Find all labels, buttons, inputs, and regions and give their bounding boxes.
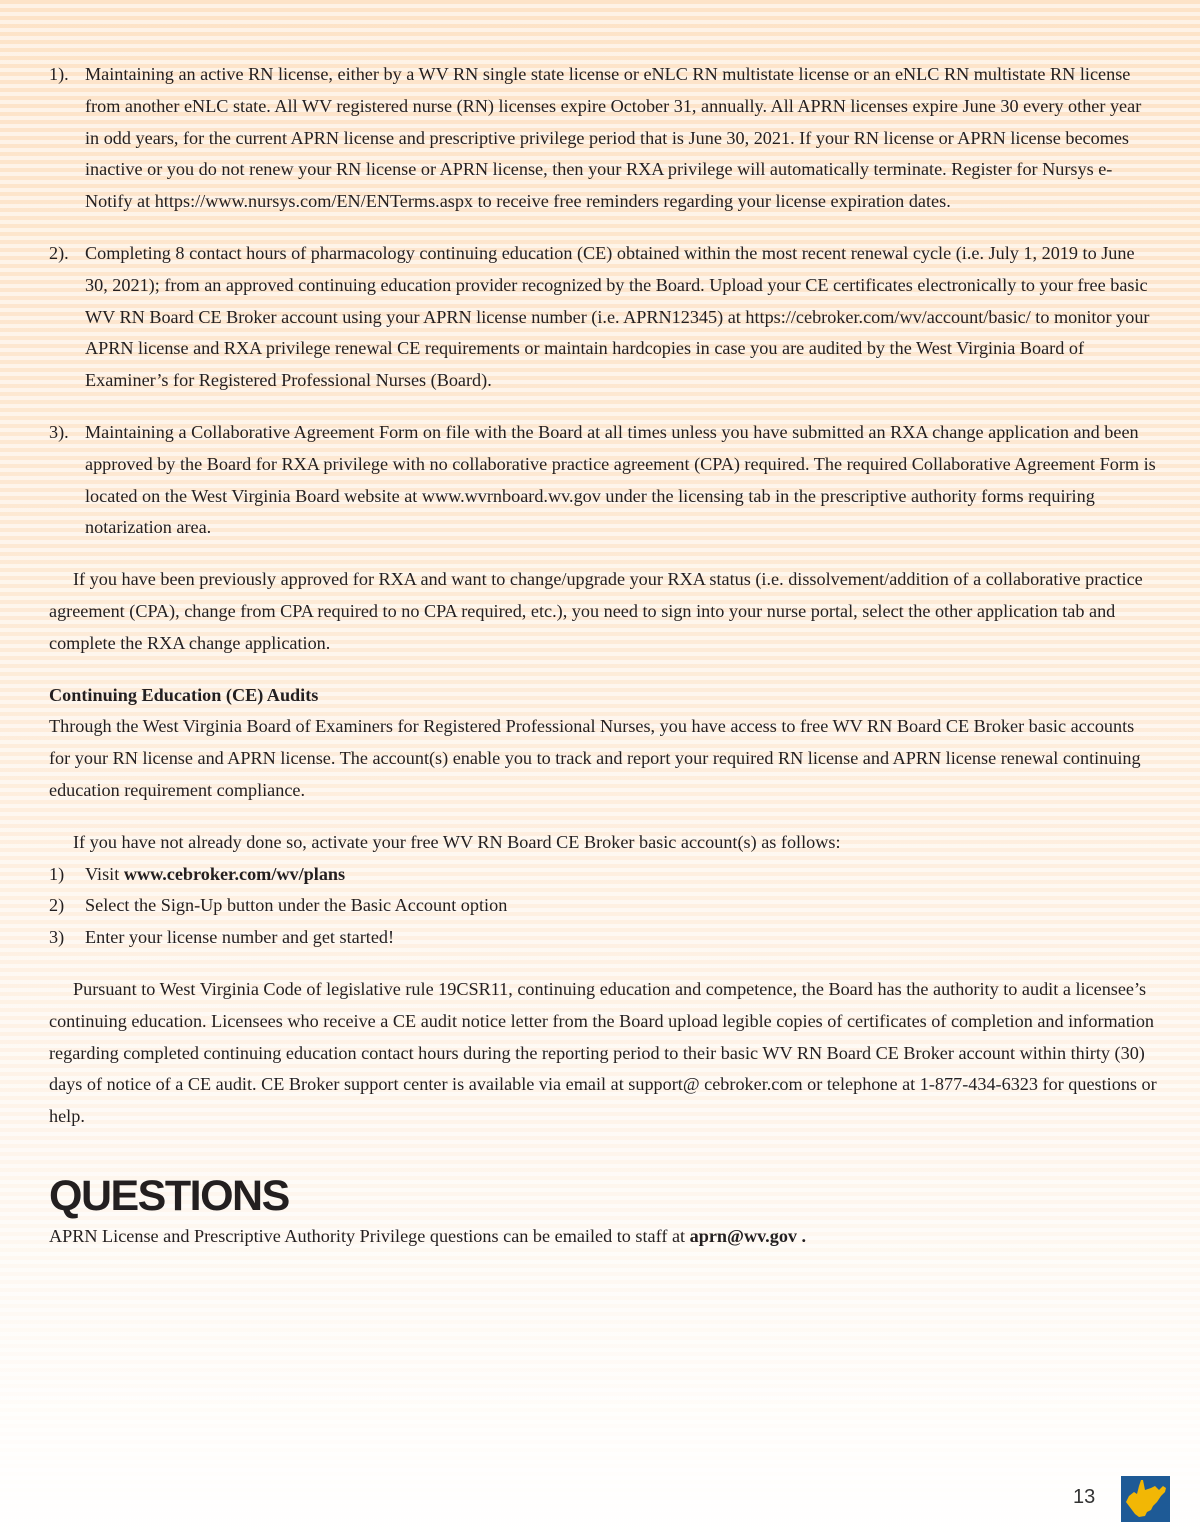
step-number: 3) [49, 927, 65, 948]
requirement-number: 1). [49, 64, 69, 84]
page-number: 13 [1073, 1486, 1096, 1508]
questions-prefix: APRN License and Prescriptive Authority Privilege questions can be emailed to staff at [49, 1225, 690, 1246]
step-item [49, 859, 1159, 891]
ce-audits-intro: Through the West Virginia Board of Examiners for Registered Professional Nurses, you have access to free WV RN Board CE Broker basic accounts for your RN license and APRN license. The account(s) enable you to track and report your required RN license and APRN license renewal continuing education requirement compliance. [49, 716, 1141, 800]
step-item [49, 890, 1159, 922]
pursuant-paragraph: Pursuant to West Virginia Code of legislative rule 19CSR11, continuing education and competence, the Board has the authority to audit a licensee’s continuing education. Licensees who receive a CE audit notice letter from the Board upload legible copies of certificates of completion and information regarding completed continuing education contact hours during the reporting period to their basic WV RN Board CE Broker account within thirty (30) days of notice of a CE audit. CE Broker support center is available via email at support@ cebroker.com or telephone at 1-877-434-6323 for questions or help. [49, 978, 1157, 1127]
questions-text [49, 1221, 1159, 1253]
step-text: Select the Sign-Up button under the Basic Account option [85, 895, 508, 916]
requirement-text: Maintaining a Collaborative Agreement Form on file with the Board at all times unless you have submitted an RXA change application and been approved by the Board for RXA privilege with no collaborative practice agreement (CPA) required. The required Collaborative Agreement Form is located on the West Virginia Board website at www.wvrnboard.wv.gov under the licensing tab in the prescriptive authority forms requiring notarization area. [85, 421, 1156, 538]
activate-intro: If you have not already done so, activate your free WV RN Board CE Broker basic account(s) as follows: [73, 831, 841, 852]
questions-heading: QUESTIONS [49, 1171, 289, 1220]
requirement-number: 2). [49, 242, 69, 263]
change-paragraph: If you have been previously approved for RXA and want to change/upgrade your RXA status (i.e. dissolvement/addition of a collaborative practice agreement (CPA), change from CPA required to no CPA required, etc.), you need to sign into your nurse portal, select the other application tab and complete the RXA change application. [49, 569, 1143, 653]
step-text: Visit [85, 863, 124, 884]
requirement-item [49, 59, 1159, 218]
cebroker-plans-link[interactable]: www.cebroker.com/wv/plans [123, 863, 346, 884]
step-text: Enter your license number and get started! [85, 927, 395, 948]
requirement-item [49, 238, 1159, 397]
requirement-number: 3). [49, 421, 69, 442]
wv-state-logo-icon [1121, 1476, 1170, 1522]
step-number: 1) [49, 863, 65, 884]
ce-audits-heading: Continuing Education (CE) Audits [49, 684, 319, 705]
step-number: 2) [49, 895, 65, 916]
aprn-email-link[interactable]: aprn@wv.gov . [689, 1225, 807, 1246]
page-content [49, 59, 1159, 1253]
requirement-item [49, 417, 1159, 544]
requirement-text: Completing 8 contact hours of pharmacology continuing education (CE) obtained within the most recent renewal cycle (i.e. July 1, 2019 to June 30, 2021); from an approved continuing education provider recognized by the Board. Upload your CE certificates electronically to your free basic WV RN Board CE Broker account using your APRN license number (i.e. APRN12345) at https://cebroker.com/wv/account/basic/ to monitor your APRN license and RXA privilege renewal CE requirements or maintain hardcopies in case you are audited by the West Virginia Board of Examiner’s for Registered Professional Nurses (Board). [85, 242, 1150, 391]
requirement-text: Maintaining an active RN license, either by a WV RN single state license or eNLC RN multistate license or an eNLC RN multistate RN license from another eNLC state. All WV registered nurse (RN) licenses expire October 31, annually. All APRN licenses expire June 30 every other year in odd years, for the current APRN license and prescriptive privilege period that is June 30, 2021. If your RN license or APRN license becomes inactive or you do not renew your RN license or APRN license, then your RXA privilege will automatically terminate. Register for Nursys e-Notify at https://www.nursys.com/EN/ENTerms.aspx to receive free reminders regarding your license expiration dates. [85, 64, 1142, 212]
step-item [49, 922, 1159, 954]
